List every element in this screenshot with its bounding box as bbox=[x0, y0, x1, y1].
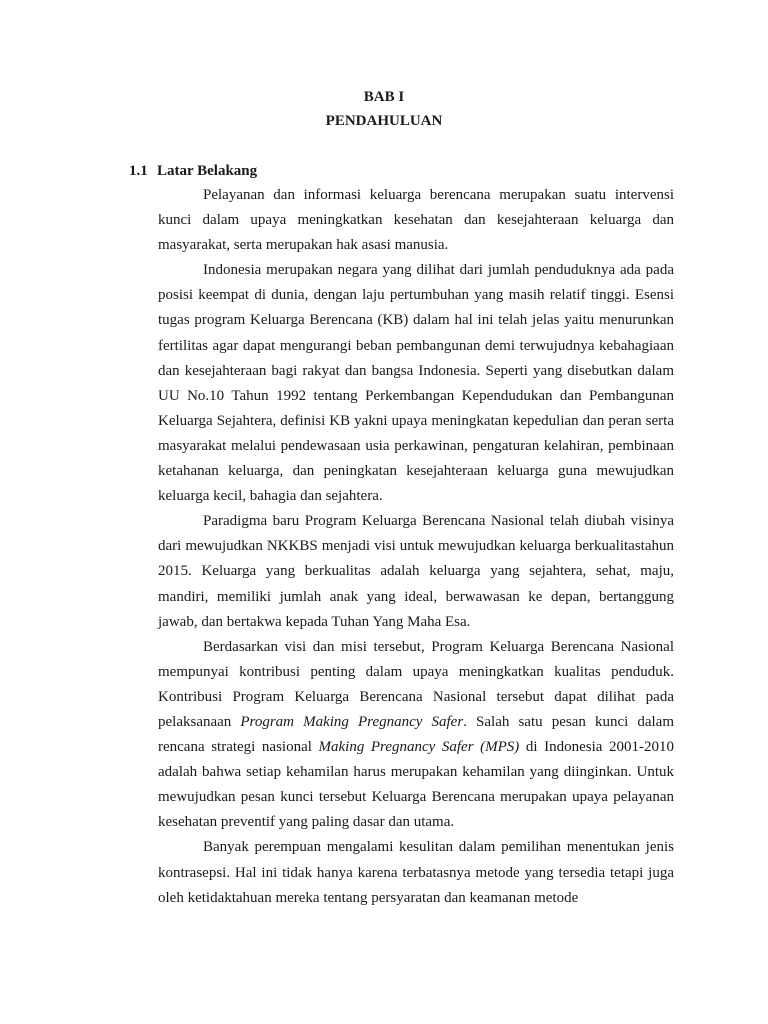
paragraph-text: Berdasarkan visi dan misi tersebut, Program Keluarga Berencana Nasional mempunyai kontribusi penting dalam upaya meningkatkan kualitas penduduk. Kontribusi Program Keluarga Berencana Nasional tersebut dapat dilihat pada pelaksanaan bbox=[158, 638, 674, 730]
chapter-number: BAB I bbox=[363, 89, 405, 105]
italic-text: Program Making Pregnancy Safer bbox=[240, 713, 464, 730]
paragraph-text: di Indonesia 2001-2010 adalah bahwa setiap kehamilan harus merupakan kehamilan yang diinginkan. Untuk mewujudkan pesan kunci tersebut Keluarga Berencana merupakan upaya pelayanan kesehatan preventif yang paling dasar dan utama. bbox=[158, 739, 674, 831]
body-paragraph bbox=[158, 635, 674, 836]
section-heading bbox=[129, 161, 257, 181]
chapter-title: PENDAHULUAN bbox=[325, 113, 443, 129]
body-text bbox=[158, 183, 674, 911]
italic-text: Making Pregnancy Safer (MPS) bbox=[318, 739, 520, 756]
body-paragraph bbox=[158, 509, 674, 634]
section-number: 1.1 bbox=[129, 163, 148, 179]
paragraph-text: Indonesia merupakan negara yang dilihat dari jumlah penduduknya ada pada posisi keempat di dunia, dengan laju pertumbuhan yang masih relatif tinggi. Esensi tugas program Keluarga Berencana (KB) dalam hal ini telah jelas yaitu menurunkan fertilitas agar dapat mengurangi beban pembangunan demi terwujudnya kebahagiaan dan kesejahteraan bagi rakyat dan bangsa Indonesia. Seperti yang disebutkan dalam UU No.10 Tahun 1992 tentang Perkembangan Kependudukan dan Pembangunan Keluarga Sejahtera, definisi KB yakni upaya meningkatan kepedulian dan peran serta masyarakat melalui pendewasaan usia perkawinan, pengaturan kelahiran, pembinaan ketahanan keluarga, dan peningkatan kesejahteraan keluarga guna mewujudkan keluarga kecil, bahagia dan sejahtera. bbox=[158, 262, 674, 505]
paragraph-text: . Salah satu pesan kunci dalam rencana strategi nasional bbox=[158, 713, 675, 756]
body-paragraph bbox=[158, 183, 674, 258]
body-paragraph bbox=[158, 835, 674, 910]
paragraph-text: Paradigma baru Program Keluarga Berencana Nasional telah diubah visinya dari mewujudkan NKKBS menjadi visi untuk mewujudkan keluarga berkualitastahun 2015. Keluarga yang berkualitas adalah keluarga yang sejahtera, sehat, maju, mandiri, memiliki jumlah anak yang ideal, berwawasan ke depan, bertanggung jawab, dan bertakwa kepada Tuhan Yang Maha Esa. bbox=[158, 513, 674, 630]
paragraph-text: Banyak perempuan mengalami kesulitan dalam pemilihan menentukan jenis kontrasepsi. Hal ini tidak hanya karena terbatasnya metode yang tersedia tetapi juga oleh ketidaktahuan mereka tentang persyaratan dan keamanan metode bbox=[158, 839, 674, 906]
body-paragraph bbox=[158, 258, 674, 509]
paragraph-text: Pelayanan dan informasi keluarga berencana merupakan suatu intervensi kunci dalam upaya meningkatkan kesehatan dan kesejahteraan keluarga dan masyarakat, serta merupakan hak asasi manusia. bbox=[158, 187, 674, 254]
section-title: Latar Belakang bbox=[157, 163, 258, 179]
